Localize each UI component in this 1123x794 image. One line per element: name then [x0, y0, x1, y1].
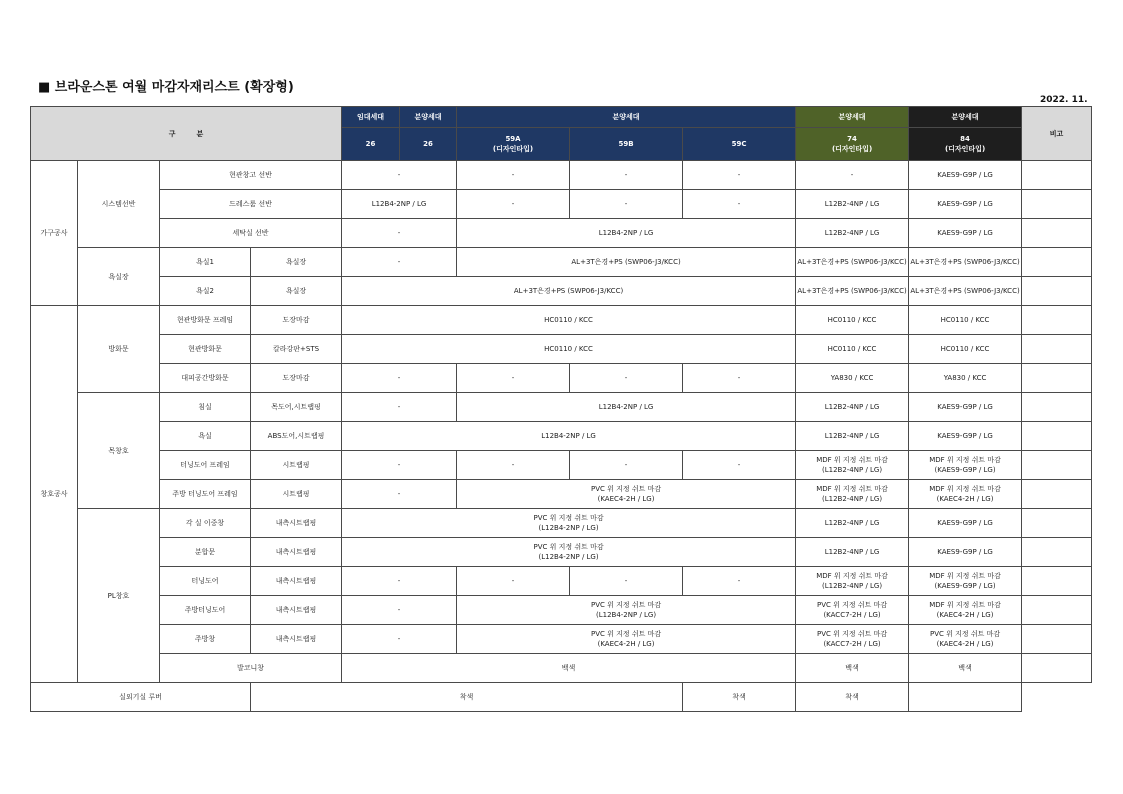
- table-cell: -: [457, 567, 570, 596]
- header-bunyang-84: 분양세대: [909, 107, 1022, 128]
- table-cell: KAES9-G9P / LG: [909, 422, 1022, 451]
- table-cell: -: [457, 364, 570, 393]
- table-cell: -: [457, 161, 570, 190]
- table-cell: MDF 위 지정 쉬트 마감 (L12B2-4NP / LG): [796, 451, 909, 480]
- table-cell: 백색: [342, 654, 796, 683]
- table-cell: PVC 위 지정 쉬트 마감 (KACC7-2H / LG): [796, 596, 909, 625]
- table-cell: KAES9-G9P / LG: [909, 190, 1022, 219]
- table-cell: HC0110 / KCC: [796, 335, 909, 364]
- remark-cell: [1022, 538, 1092, 567]
- table-cell: AL+3T은경+PS (SWP06-J3/KCC): [909, 277, 1022, 306]
- type-26-sale: 26: [400, 128, 457, 161]
- table-cell: -: [342, 219, 457, 248]
- table-cell: YA830 / KCC: [909, 364, 1022, 393]
- remark-cell: [1022, 567, 1092, 596]
- header-imdae: 임대세대: [342, 107, 400, 128]
- finish-material-table: [30, 106, 1092, 712]
- table-row-item: 세탁실 선반: [160, 219, 342, 248]
- table-cell: HC0110 / KCC: [342, 335, 796, 364]
- table-row-spec: ABS도어,시트랩핑: [251, 422, 342, 451]
- table-cell: -: [570, 190, 683, 219]
- table-cell: 착색: [251, 683, 683, 712]
- table-row-spec: 칼라강판+STS: [251, 335, 342, 364]
- group-pl-window: PL창호: [78, 509, 160, 683]
- table-cell: -: [796, 161, 909, 190]
- type-74: 74 (디자인타입): [796, 128, 909, 161]
- table-cell: -: [683, 451, 796, 480]
- table-cell: -: [342, 364, 457, 393]
- table-row-item: 발코니창: [160, 654, 342, 683]
- table-row-spec: 내측시트랩핑: [251, 596, 342, 625]
- table-row-spec: 도장마감: [251, 364, 342, 393]
- table-cell: L12B2-4NP / LG: [796, 422, 909, 451]
- table-cell: AL+3T은경+PS (SWP06-J3/KCC): [796, 248, 909, 277]
- table-cell: L12B2-4NP / LG: [796, 509, 909, 538]
- table-row-item: 현관방화문: [160, 335, 251, 364]
- table-cell: PVC 위 지정 쉬트 마감 (KAEC4-2H / LG): [457, 480, 796, 509]
- table-cell: HC0110 / KCC: [342, 306, 796, 335]
- remark-cell: [1022, 509, 1092, 538]
- table-row-item: 주방터닝도어: [160, 596, 251, 625]
- table-cell: KAES9-G9P / LG: [909, 538, 1022, 567]
- table-cell: L12B2-4NP / LG: [796, 538, 909, 567]
- table-cell: -: [342, 625, 457, 654]
- remark-cell: [1022, 219, 1092, 248]
- header-gubun: 구 분: [31, 107, 342, 161]
- table-cell: HC0110 / KCC: [909, 335, 1022, 364]
- table-cell: -: [342, 161, 457, 190]
- table-cell: L12B4-2NP / LG: [342, 422, 796, 451]
- table-cell: PVC 위 지정 쉬트 마감 (KACC7-2H / LG): [796, 625, 909, 654]
- table-row-item: 욕실1: [160, 248, 251, 277]
- table-cell: HC0110 / KCC: [909, 306, 1022, 335]
- header-bunyang-26: 분양세대: [400, 107, 457, 128]
- header-bunyang-59: 분양세대: [457, 107, 796, 128]
- table-row-spec: 시트랩핑: [251, 480, 342, 509]
- header-bigo: 비고: [1022, 107, 1092, 161]
- table-row-item: 주방 터닝도어 프레임: [160, 480, 251, 509]
- group-bath-cabinet: 욕실장: [78, 248, 160, 306]
- table-cell: KAES9-G9P / LG: [909, 161, 1022, 190]
- document-date: 2022. 11.: [1040, 95, 1088, 105]
- table-row-item: 드레스룸 선반: [160, 190, 342, 219]
- remark-cell: [1022, 161, 1092, 190]
- table-cell: MDF 위 지정 쉬트 마감 (KAES9-G9P / LG): [909, 451, 1022, 480]
- table-cell: KAES9-G9P / LG: [909, 393, 1022, 422]
- type-59b: 59B: [570, 128, 683, 161]
- remark-cell: [1022, 596, 1092, 625]
- table-cell: 백색: [909, 654, 1022, 683]
- table-row-spec: 내측시트랩핑: [251, 509, 342, 538]
- table-cell: MDF 위 지정 쉬트 마감 (KAEC4-2H / LG): [909, 480, 1022, 509]
- remark-cell: [1022, 393, 1092, 422]
- remark-cell: [1022, 451, 1092, 480]
- table-row-spec: 목도어,시트랩핑: [251, 393, 342, 422]
- table-row-spec: 내측시트랩핑: [251, 625, 342, 654]
- remark-cell: [1022, 248, 1092, 277]
- category-window: 창호공사: [31, 306, 78, 683]
- table-cell: -: [342, 480, 457, 509]
- table-cell: -: [457, 190, 570, 219]
- table-cell: AL+3T은경+PS (SWP06-J3/KCC): [457, 248, 796, 277]
- table-row-item: 터닝도어 프레임: [160, 451, 251, 480]
- table-row-spec: 시트랩핑: [251, 451, 342, 480]
- table-row-spec: 내측시트랩핑: [251, 567, 342, 596]
- group-wood-door: 목창호: [78, 393, 160, 509]
- type-84: 84 (디자인타입): [909, 128, 1022, 161]
- table-cell: PVC 위 지정 쉬트 마감 (KAEC4-2H / LG): [457, 625, 796, 654]
- remark-cell: [1022, 422, 1092, 451]
- table-cell: YA830 / KCC: [796, 364, 909, 393]
- table-cell: PVC 위 지정 쉬트 마감 (L12B4-2NP / LG): [342, 538, 796, 567]
- remark-cell: [1022, 480, 1092, 509]
- table-cell: PVC 위 지정 쉬트 마감 (L12B4-2NP / LG): [457, 596, 796, 625]
- table-cell: KAES9-G9P / LG: [909, 509, 1022, 538]
- table-cell: PVC 위 지정 쉬트 마감 (L12B4-2NP / LG): [342, 509, 796, 538]
- group-fire-door: 방화문: [78, 306, 160, 393]
- table-cell: 착색: [683, 683, 796, 712]
- table-cell: -: [683, 364, 796, 393]
- table-cell: -: [342, 596, 457, 625]
- page-title: ■ 브라운스톤 여월 마감자재리스트 (확장형): [38, 80, 294, 95]
- remark-cell: [1022, 335, 1092, 364]
- table-row-item: 현관창고 선반: [160, 161, 342, 190]
- table-cell: PVC 위 지정 쉬트 마감 (KAEC4-2H / LG): [909, 625, 1022, 654]
- table-cell: MDF 위 지정 쉬트 마감 (L12B2-4NP / LG): [796, 480, 909, 509]
- remark-cell: [1022, 306, 1092, 335]
- table-cell: L12B4-2NP / LG: [457, 393, 796, 422]
- table-row-item: 침실: [160, 393, 251, 422]
- table-cell: AL+3T은경+PS (SWP06-J3/KCC): [342, 277, 796, 306]
- table-row-spec: 도장마감: [251, 306, 342, 335]
- table-row-item: 주방창: [160, 625, 251, 654]
- table-cell: L12B2-4NP / LG: [796, 393, 909, 422]
- header-bunyang-74: 분양세대: [796, 107, 909, 128]
- table-cell: -: [683, 567, 796, 596]
- table-cell: -: [570, 451, 683, 480]
- table-cell: -: [342, 248, 457, 277]
- type-26-rental: 26: [342, 128, 400, 161]
- table-row-item: 터닝도어: [160, 567, 251, 596]
- table-row-spec: 욕실장: [251, 248, 342, 277]
- table-cell: -: [342, 393, 457, 422]
- table-row-item: 실외기실 루버: [31, 683, 251, 712]
- table-cell: MDF 위 지정 쉬트 마감 (KAEC4-2H / LG): [909, 596, 1022, 625]
- table-row-item: 대피공간방화문: [160, 364, 251, 393]
- table-cell: 착색: [796, 683, 909, 712]
- remark-cell: [1022, 190, 1092, 219]
- table-cell: -: [683, 190, 796, 219]
- table-row-spec: 내측시트랩핑: [251, 538, 342, 567]
- table-cell: HC0110 / KCC: [796, 306, 909, 335]
- remark-cell: [1022, 654, 1092, 683]
- table-cell: -: [570, 161, 683, 190]
- table-row-item: 분합문: [160, 538, 251, 567]
- table-cell: L12B2-4NP / LG: [796, 190, 909, 219]
- table-cell: MDF 위 지정 쉬트 마감 (KAES9-G9P / LG): [909, 567, 1022, 596]
- type-59c: 59C: [683, 128, 796, 161]
- group-system-shelf: 시스템선반: [78, 161, 160, 248]
- table-row-item: 각 실 이중창: [160, 509, 251, 538]
- remark-cell: [909, 683, 1022, 712]
- table-cell: L12B4-2NP / LG: [342, 190, 457, 219]
- table-cell: -: [683, 161, 796, 190]
- table-cell: AL+3T은경+PS (SWP06-J3/KCC): [796, 277, 909, 306]
- table-cell: -: [342, 567, 457, 596]
- table-row-spec: 욕실장: [251, 277, 342, 306]
- table-row-item: 욕실2: [160, 277, 251, 306]
- table-cell: L12B2-4NP / LG: [796, 219, 909, 248]
- remark-cell: [1022, 625, 1092, 654]
- table-cell: -: [342, 451, 457, 480]
- category-furniture: 가구공사: [31, 161, 78, 306]
- remark-cell: [1022, 364, 1092, 393]
- remark-cell: [1022, 277, 1092, 306]
- table-row-item: 현관방화문 프레임: [160, 306, 251, 335]
- table-cell: 백색: [796, 654, 909, 683]
- type-59a: 59A (디자인타입): [457, 128, 570, 161]
- table-row-item: 욕실: [160, 422, 251, 451]
- table-cell: -: [570, 567, 683, 596]
- table-cell: L12B4-2NP / LG: [457, 219, 796, 248]
- table-cell: -: [457, 451, 570, 480]
- table-cell: MDF 위 지정 쉬트 마감 (L12B2-4NP / LG): [796, 567, 909, 596]
- table-cell: -: [570, 364, 683, 393]
- table-cell: KAES9-G9P / LG: [909, 219, 1022, 248]
- table-cell: AL+3T은경+PS (SWP06-J3/KCC): [909, 248, 1022, 277]
